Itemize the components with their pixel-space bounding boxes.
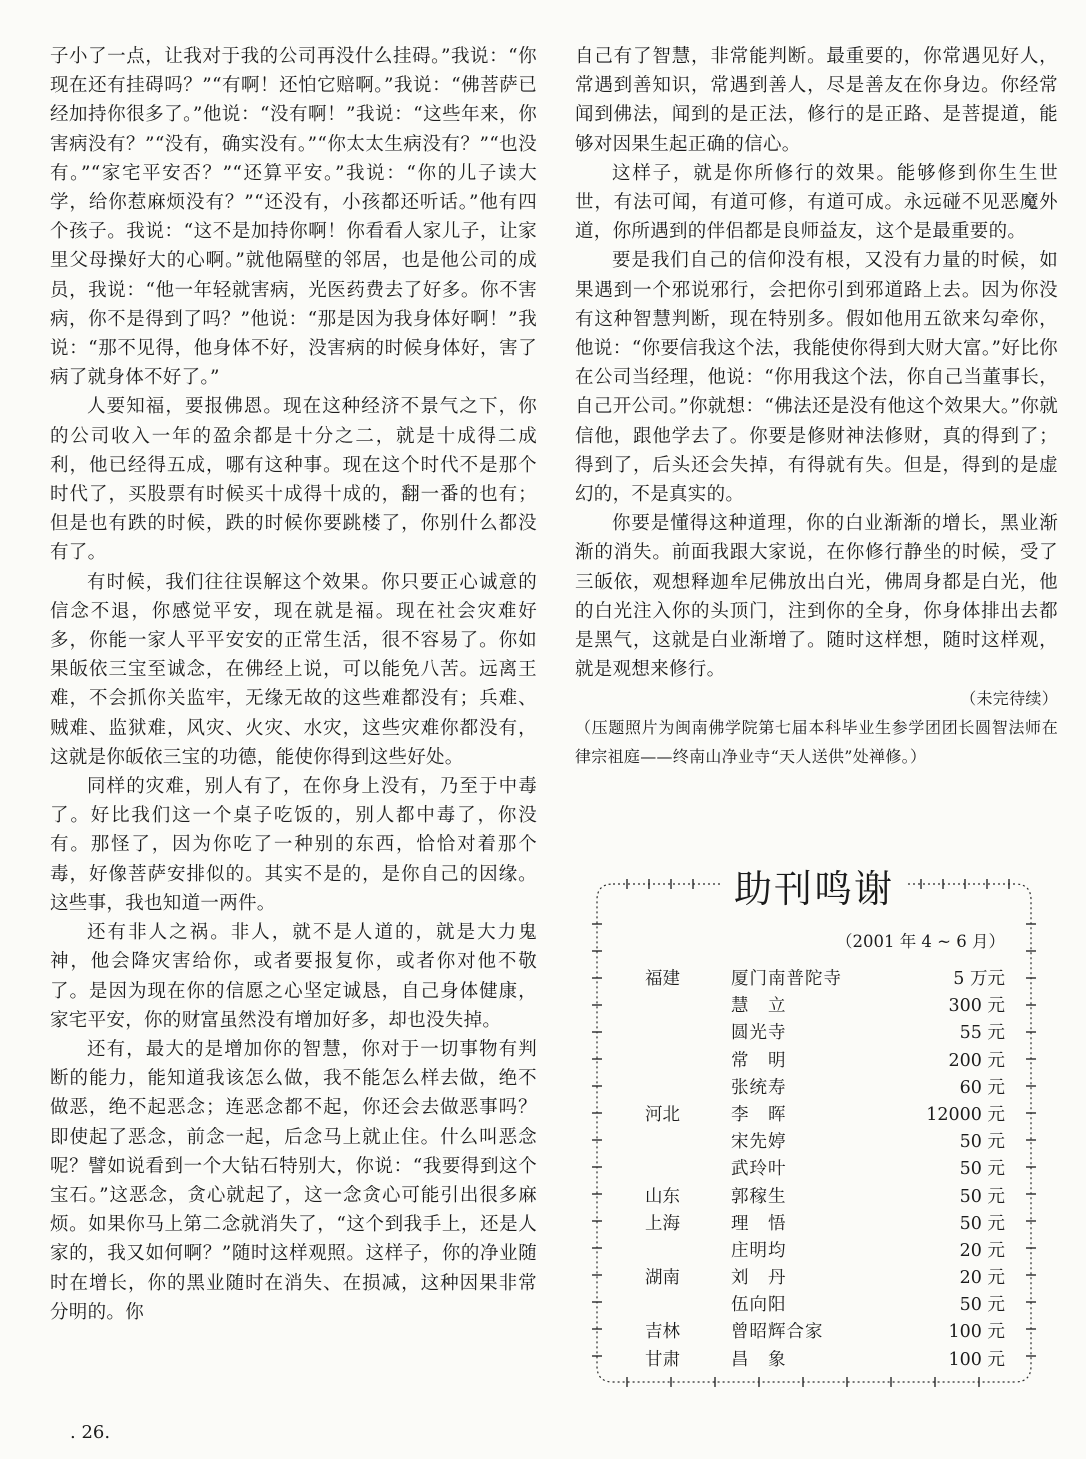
donor-amount: 55 元 [959, 1023, 1005, 1044]
donor-name: 郭稼生 [731, 1186, 787, 1207]
donor-amount: 50 元 [959, 1132, 1005, 1153]
paragraph: 人要知福，要报佛恩。现在这种经济不景气之下，你的公司收入一年的盈余都是十分之二，就是十成得二成利，他已经得五成，哪有这种事。现在这个时代不是那个时代了，买股票有时候买十成得十成的，翻一番的也有；但是也有跌的时候，跌的时候你要跳楼了，你别什么都没有了。 [50, 396, 537, 564]
donor-province [645, 1156, 731, 1183]
paragraph: 同样的灾难，别人有了，在你身上没有，乃至于中毒了。好比我们这一个桌子吃饭的，别人都中毒了，你没有。那怪了，因为你吃了一种别的东西，恰恰对着那个毒，好像菩萨安排似的。其实不是的，是你自己的因缘。这些事，我也知道一两件。 [50, 776, 537, 914]
donor-amount: 20 元 [959, 1268, 1005, 1289]
donor-amount: 100 元 [948, 1322, 1005, 1343]
donor-province: 上海 [645, 1213, 680, 1234]
donor-row [645, 1238, 1005, 1265]
photo-caption: （压题照片为闽南佛学院第七届本科毕业生参学团团长圆智法师在律宗祖庭——终南山净业寺“天人送供”处禅修。） [575, 718, 1058, 767]
paragraph: 子小了一点，让我对于我的公司再没什么挂碍。”我说：“你现在还有挂碍吗？”“有啊！还怕它赔啊。”我说：“佛菩萨已经加持你很多了。”他说：“没有啊！”我说：“这些年来，你害病没有？”“没有，确实没有。”“你太太生病没有？”“也没有。”“家宅平安否？”“还算平安。”我说：“你的儿子读大学，给你惹麻烦没有？”“还没有，小孩都还听话。”他有四个孩子。我说：“这不是加持你啊！你看看人家儿子，让家里父母操好大的心啊。”就他隔壁的邻居，也是他公司的成员，我说：“他一年轻就害病，光医药费去了好多。你不害病，你不是得到了吗？”他说：“那是因为我身体好啊！”我说：“那不见得，他身体不好，没害病的时候身体好，害了病了就身体不好了。” [50, 46, 537, 389]
donor-province: 甘肃 [645, 1349, 680, 1370]
donor-row [645, 966, 1005, 993]
donor-name: 张统寿 [731, 1077, 787, 1098]
donor-amount: 200 元 [948, 1050, 1005, 1071]
donor-amount: 300 元 [948, 996, 1005, 1017]
acknowledgment-period: （2001 年 4 ~ 6 月） [835, 932, 1005, 951]
donor-province: 河北 [645, 1104, 680, 1125]
donor-row [645, 1292, 1005, 1319]
donor-province [645, 1048, 731, 1075]
donor-row [645, 1102, 1005, 1129]
donor-amount: 50 元 [959, 1213, 1005, 1234]
donor-province [645, 993, 731, 1020]
donor-row [645, 1184, 1005, 1211]
donor-amount: 5 万元 [953, 969, 1005, 989]
acknowledgment-title: 助刊鸣谢 [589, 870, 1039, 908]
donor-name: 宋先婷 [731, 1132, 787, 1153]
donor-amount: 12000 元 [926, 1104, 1005, 1125]
donor-amount: 20 元 [959, 1240, 1005, 1261]
paragraph: 还有，最大的是增加你的智慧，你对于一切事物有判断的能力，能知道我该怎么做，我不能怎么样去做，绝不做恶，绝不起恶念；连恶念都不起，你还会去做恶事吗？即使起了恶念，前念一起，后念马上就止住。什么叫恶念呢？譬如说看到一个大钻石特别大，你说：“我要得到这个宝石。”这恶念，贪心就起了，这一念贪心可能引出很多麻烦。如果你马上第二念就消失了，“这个到我手上，还是人家的，我又如何啊？”随时这样观照。这样子，你的净业随时在增长，你的黑业随时在消失、在损减，这种因果非常分明的。你 [50, 1038, 537, 1323]
donor-name: 常 明 [731, 1050, 787, 1071]
donor-province [645, 1238, 731, 1265]
donor-name: 武玲叶 [731, 1159, 787, 1180]
paragraph: 有时候，我们往往误解这个效果。你只要正心诚意的信念不退，你感觉平安，现在就是福。现在社会灾难好多，你能一家人平平安安的正常生活，很不容易了。你如果皈依三宝至诚念，在佛经上说，可以能免八苦。远离王难，不会抓你关监牢，无缘无故的这些难都没有；兵难、贼难、监狱难，风灾、火灾、水灾，这些灾难你都没有，这就是你皈依三宝的功德，能使你得到这些好处。 [50, 571, 537, 768]
donor-province [645, 1020, 731, 1047]
donor-row [645, 1156, 1005, 1183]
donor-province [645, 1129, 731, 1156]
donor-row [645, 1347, 1005, 1374]
donor-name: 曾昭辉合家 [731, 1322, 824, 1343]
donor-name: 刘 丹 [731, 1268, 787, 1289]
donor-amount: 60 元 [959, 1077, 1005, 1098]
donor-name: 昌 象 [731, 1349, 787, 1370]
donor-province [645, 1075, 731, 1102]
paragraph: 还有非人之祸。非人，就不是人道的，就是大力鬼神，他会降灾害给你，或者要报复你，或者你对他不敬了。是因为现在你的信愿之心坚定诚恳，自己身体健康，家宅平安，你的财富虽然没有增加好多，却也没失掉。 [50, 922, 537, 1031]
donor-row [645, 1319, 1005, 1346]
donor-row [645, 1075, 1005, 1102]
donor-amount: 50 元 [959, 1295, 1005, 1316]
donor-amount: 100 元 [948, 1349, 1005, 1370]
paragraph: 这样子，就是你所修行的效果。能够修到你生生世世，有法可闻，有道可修，有道可成。永远碰不见恶魔外道，你所遇到的伴侣都是良师益友，这个是最重要的。 [575, 162, 1058, 243]
donor-province: 湖南 [645, 1268, 680, 1289]
donor-row [645, 1020, 1005, 1047]
donor-name: 李 晖 [731, 1104, 787, 1125]
donor-row [645, 1048, 1005, 1075]
page-number: . 26. [70, 1422, 111, 1443]
donor-amount: 50 元 [959, 1159, 1005, 1180]
donor-name: 伍向阳 [731, 1295, 787, 1316]
donor-amount: 50 元 [959, 1186, 1005, 1207]
acknowledgment-box [589, 867, 1039, 1390]
paragraph: 你要是懂得这种道理，你的白业渐渐的增长，黑业渐渐的消失。前面我跟大家说，在你修行静坐的时候，受了三皈依，观想释迦牟尼佛放出白光，佛周身都是白光，他的白光注入你的头顶门，注到你的全身，你身体排出去都是黑气，这就是白业渐增了。随时这样想，随时这样观，就是观想来修行。 [575, 513, 1058, 681]
donor-name: 慧 立 [731, 996, 787, 1017]
donor-province: 福建 [645, 969, 680, 989]
donor-province: 吉林 [645, 1322, 680, 1343]
donor-row [645, 993, 1005, 1020]
donor-row [645, 1129, 1005, 1156]
donor-row [645, 1265, 1005, 1292]
right-text-column [575, 42, 1058, 771]
donor-name: 厦门南普陀寺 [731, 969, 842, 989]
donor-name: 庄明均 [731, 1240, 787, 1261]
paragraph: 自己有了智慧，非常能判断。最重要的，你常遇见好人，常遇到善知识，常遇到善人，尽是善友在你身边。你经常闻到佛法，闻到的是正法，修行的是正路、是菩提道，能够对因果生起正确的信心。 [575, 46, 1058, 155]
donor-name: 圆光寺 [731, 1023, 787, 1044]
donor-list [645, 966, 1005, 1374]
paragraph: 要是我们自己的信仰没有根，又没有力量的时候，如果遇到一个邪说邪行，会把你引到邪道路上去。因为你没有这种智慧判断，现在特别多。假如他用五欲来勾牵你，他说：“你要信我这个法，我能使你得到大财大富。”好比你在公司当经理，他说：“你用我这个法，你自己当董事长，自己开公司。”你就想：“佛法还是没有他这个效果大。”你就信他，跟他学去了。你要是修财神法修财，真的得到了；得到了，后头还会失掉，有得就有失。但是，得到的是虚幻的，不是真实的。 [575, 250, 1058, 506]
donor-row [645, 1211, 1005, 1238]
to-be-continued: （未完待续） [960, 689, 1058, 709]
donor-province [645, 1292, 731, 1319]
donor-province: 山东 [645, 1186, 680, 1207]
left-text-column [50, 42, 537, 1327]
donor-name: 理 悟 [731, 1213, 787, 1234]
